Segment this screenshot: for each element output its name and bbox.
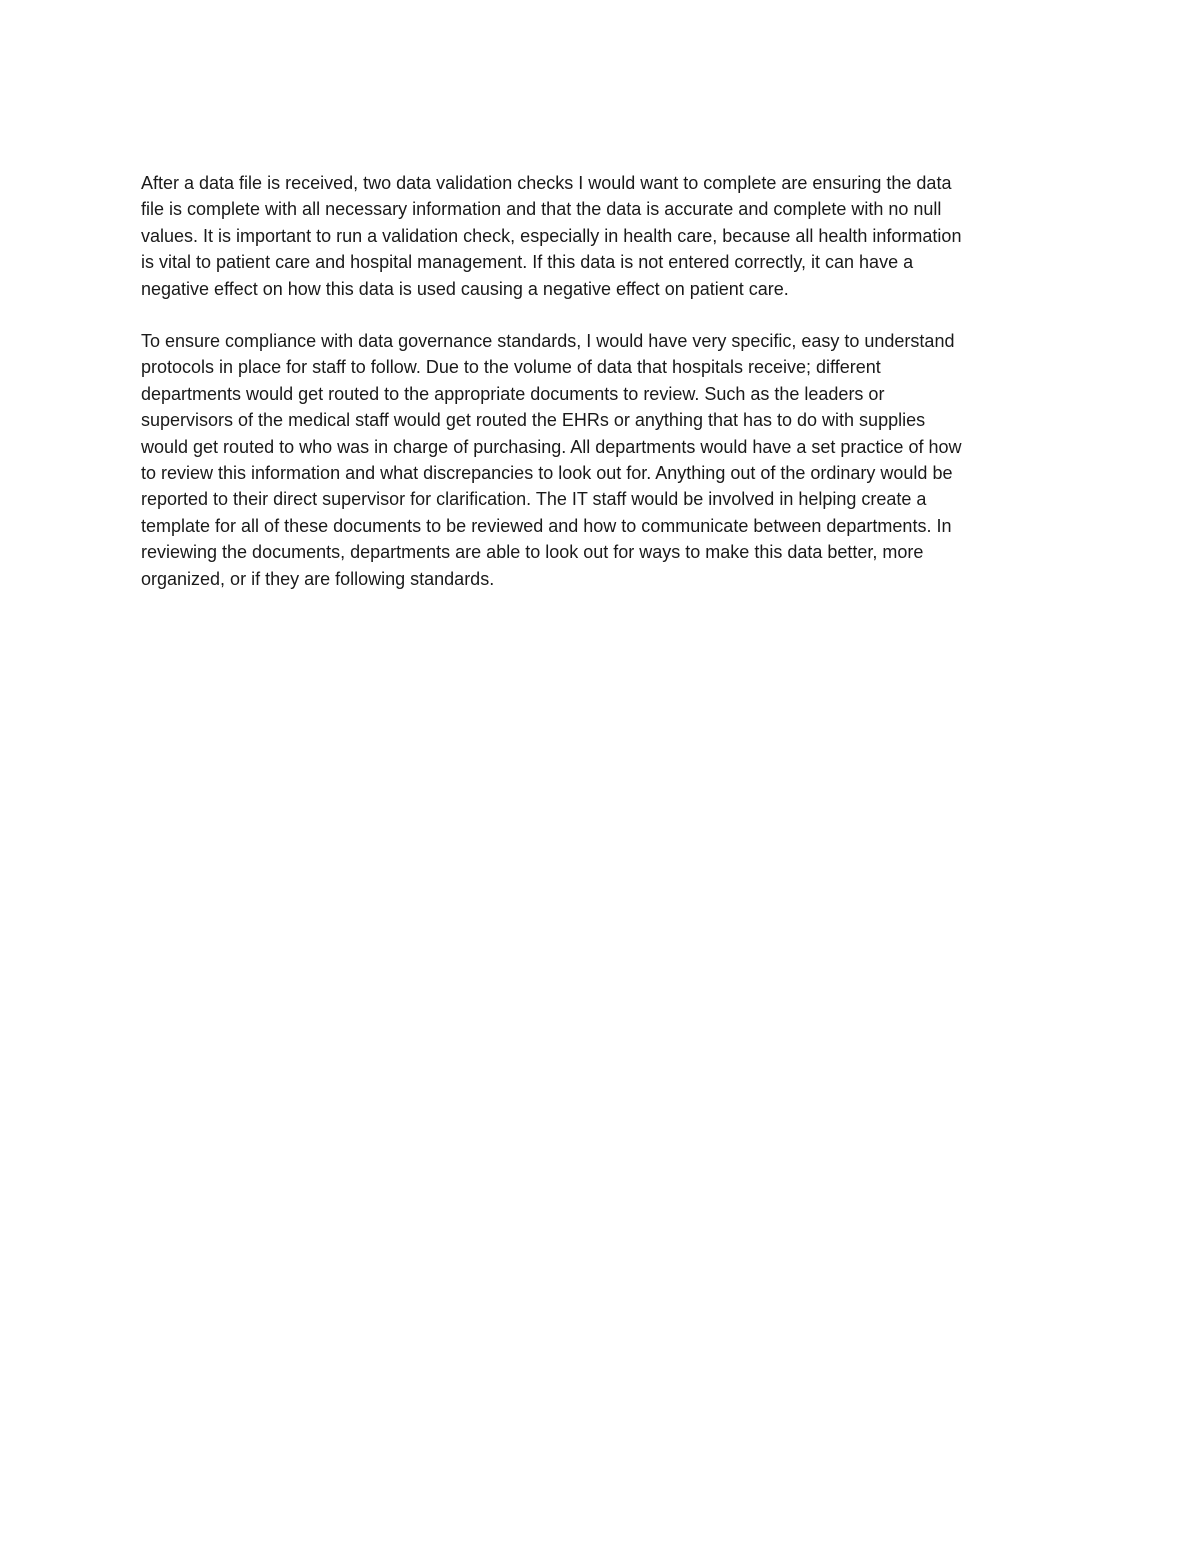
paragraph-data-governance: To ensure compliance with data governance standards, I would have very specific, easy to understand protocols in place for staff to follow. Due to the volume of data that hospitals receive; different departments would get routed to the appropriate documents to review. Such as the leaders or supervisors of the medical staff would get routed the EHRs or anything that has to do with supplies would get routed to who was in charge of purchasing. All departments would have a set practice of how to review this information and what discrepancies to look out for. Anything out of the ordinary would be reported to their direct supervisor for clarification. The IT staff would be involved in helping create a template for all of these documents to be reviewed and how to communicate between departments. In reviewing the documents, departments are able to look out for ways to make this data better, more organized, or if they are following standards. [141, 331, 962, 589]
document-body [141, 170, 1061, 618]
paragraph-data-validation: After a data file is received, two data validation checks I would want to complete are ensuring the data file is complete with all necessary information and that the data is accurate and complete with no null values. It is important to run a validation check, especially in health care, because all health information is vital to patient care and hospital management. If this data is not entered correctly, it can have a negative effect on how this data is used causing a negative effect on patient care. [141, 173, 962, 299]
